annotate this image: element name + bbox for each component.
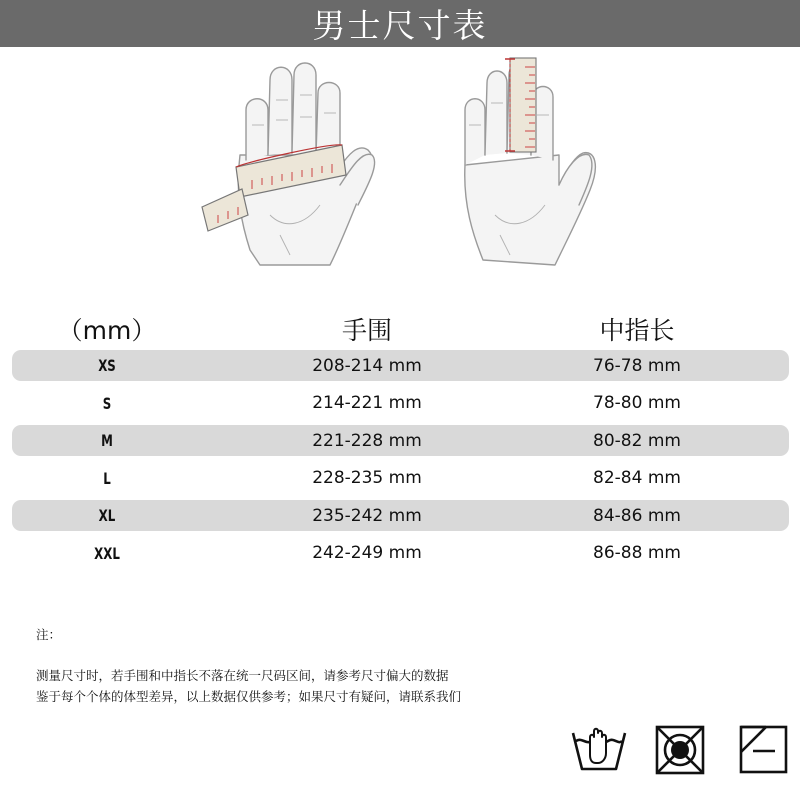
size-cell: S: [102, 393, 112, 413]
hand-cell: 235-242 mm: [312, 505, 422, 526]
middle-finger-length-measure-icon: [455, 55, 605, 270]
table-row: [12, 350, 789, 381]
unit-label: [52, 312, 162, 346]
size-cell: XL: [98, 506, 116, 526]
table-row: [12, 388, 789, 419]
size-cell: L: [103, 468, 111, 488]
finger-cell: 82-84 mm: [593, 468, 681, 489]
finger-cell: 80-82 mm: [593, 430, 681, 451]
hand-cell: 214-221 mm: [312, 393, 422, 414]
hand-cell: 208-214 mm: [312, 355, 422, 376]
note-label: 注：: [36, 627, 62, 642]
note-line-2: 鉴于每个个体的体型差异，以上数据仅供参考；如果尺寸有疑问，请联系我们: [36, 689, 462, 704]
do-not-tumble-dry-icon: [654, 724, 706, 776]
table-row: [12, 463, 789, 494]
hand-wash-icon: [570, 725, 628, 775]
size-cell: XS: [98, 356, 116, 375]
page-title: 男士尺寸表: [312, 6, 488, 45]
hand-cell: 221-228 mm: [312, 430, 422, 451]
hand-cell: 228-235 mm: [312, 468, 422, 489]
unit-label-text: （mm）: [57, 316, 157, 345]
size-cell: XXL: [94, 543, 120, 563]
table-row: [12, 500, 789, 531]
hand-circumference-measure-icon: [190, 55, 390, 270]
finger-cell: 84-86 mm: [593, 505, 681, 526]
size-cell: M: [101, 431, 113, 451]
size-table: [12, 350, 789, 576]
col-header-hand-text: 手围: [341, 316, 392, 345]
dry-flat-icon: [738, 724, 790, 776]
col-header-hand: [282, 312, 452, 346]
note-line-1: 测量尺寸时，若手围和中指长不落在统一尺码区间，请参考尺寸偏大的数据: [36, 668, 449, 683]
col-header-finger-text: 中指长: [599, 316, 675, 345]
page-title-bar: [0, 0, 800, 47]
col-header-finger: [552, 312, 722, 346]
finger-cell: 86-88 mm: [593, 543, 681, 564]
finger-cell: 78-80 mm: [593, 393, 681, 414]
finger-cell: 76-78 mm: [593, 355, 681, 376]
table-row: [12, 538, 789, 569]
hand-cell: 242-249 mm: [312, 543, 422, 564]
table-row: [12, 425, 789, 456]
